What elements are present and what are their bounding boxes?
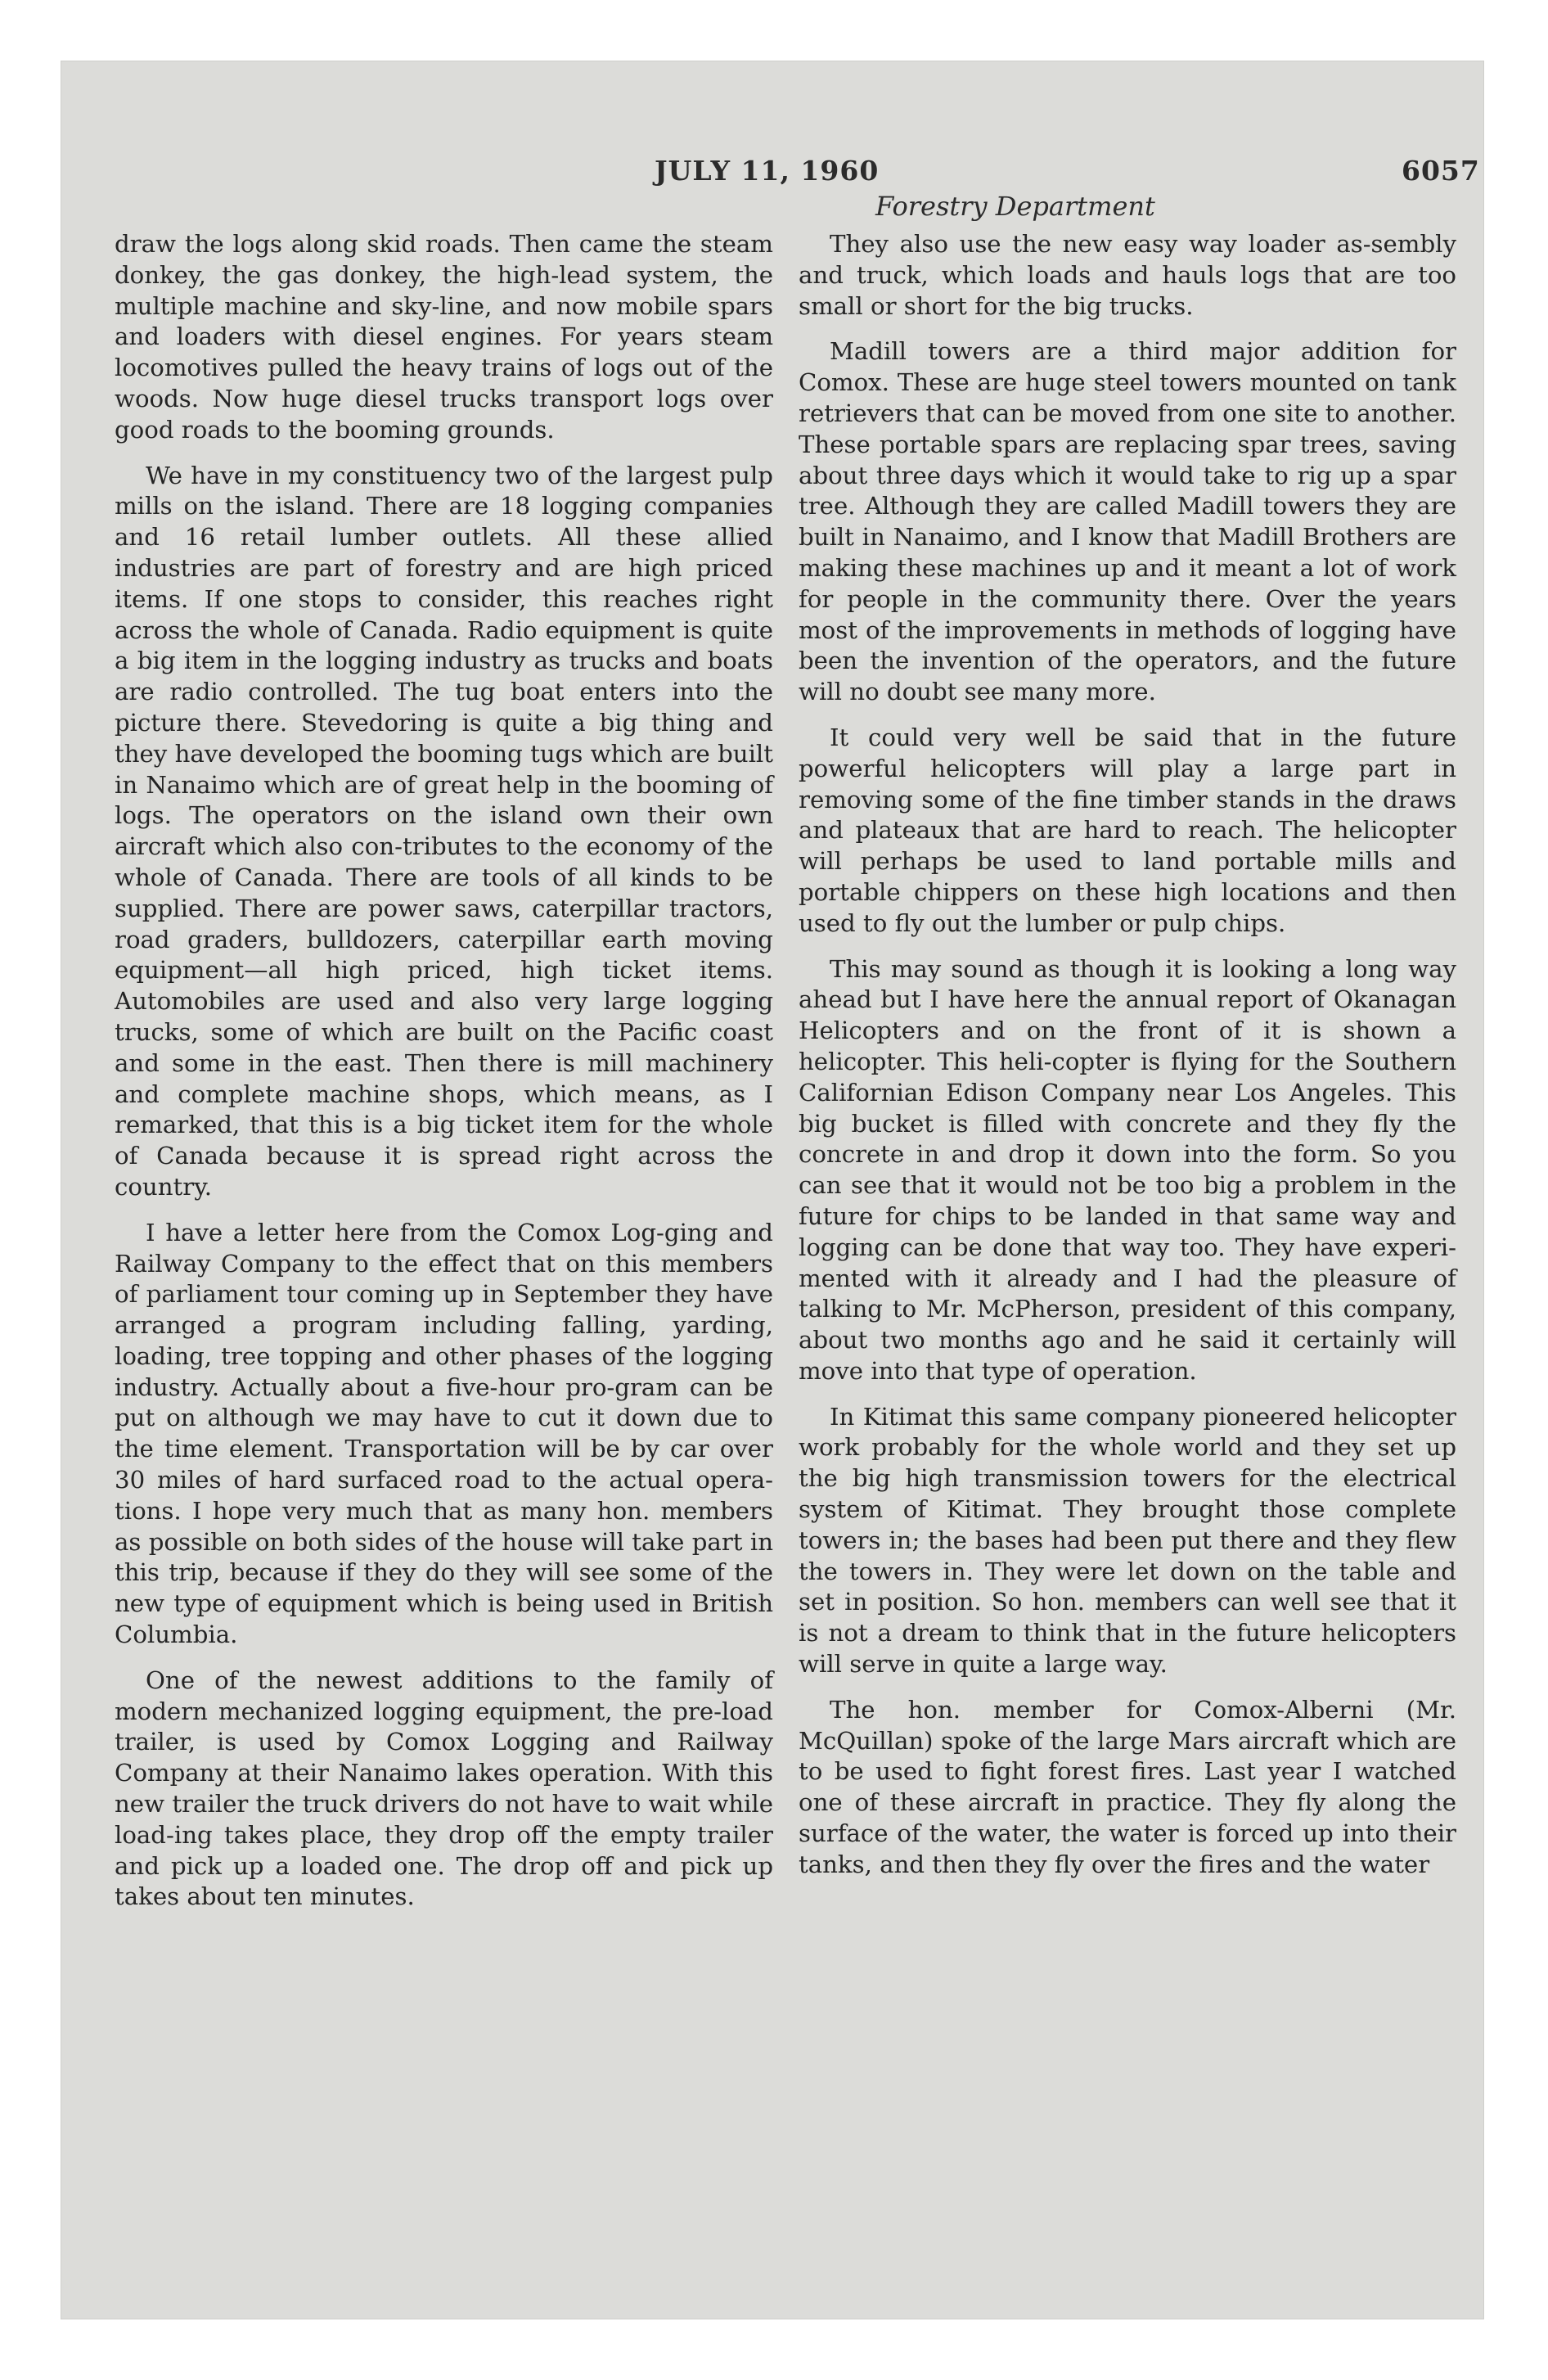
paragraph: The hon. member for Comox-Alberni (Mr. McQuillan) spoke of the large Mars aircraft which are to be used to fight forest fires. Last year I watched one of these aircraft in practice. They fly along the surface of the water, the water is forced up into their tanks, and then they fly over the fires and the water	[799, 1695, 1456, 1878]
left-column	[115, 229, 773, 1913]
paragraph: They also use the new easy way loader as-sembly and truck, which loads and hauls logs that are too small or short for the big trucks.	[799, 230, 1456, 320]
page-date: JULY 11, 1960	[655, 155, 880, 187]
page-number: 6057	[1402, 155, 1480, 187]
paragraph: In Kitimat this same company pioneered helicopter work probably for the whole world and they set up the big high transmission towers for the electrical system of Kitimat. They brought those complete towers in; the bases had been put there and they flew the towers in. They were let down on the table and set in position. So hon. members can well see that it is not a dream to think that in the future helicopters will serve in quite a large way.	[799, 1402, 1456, 1679]
section-heading: Forestry Department	[875, 191, 1155, 222]
paragraph: draw the logs along skid roads. Then came the steam donkey, the gas donkey, the high-lead system, the multiple machine and sky-line, and now mobile spars and loaders with diesel engines. For years steam locomotives pulled the heavy trains of logs out of the woods. Now huge diesel trucks transport logs over good roads to the booming grounds.	[115, 230, 773, 444]
paragraph: One of the newest additions to the family of modern mechanized logging equipment, the pre-load trailer, is used by Comox Logging and Railway Company at their Nanaimo lakes operation. With this new trailer the truck drivers do not have to wait while load-ing takes place, they drop off the empty trailer and pick up a loaded one. The drop off and pick up takes about ten minutes.	[115, 1666, 773, 1911]
paragraph: This may sound as though it is looking a long way ahead but I have here the annual report of Okanagan Helicopters and on the front of it is shown a helicopter. This heli-copter is flying for the Southern Californian Edison Company near Los Angeles. This big bucket is filled with concrete and they fly the concrete in and drop it down into the form. So you can see that it would not be too big a problem in the future for chips to be landed in that same way and logging can be done that way too. They have experi-mented with it already and I had the pleasure of talking to Mr. McPherson, president of this company, about two months ago and he said it certainly will move into that type of operation.	[799, 954, 1456, 1385]
right-column	[799, 229, 1456, 1881]
paragraph: Madill towers are a third major addition for Comox. These are huge steel towers mounted on tank retrievers that can be moved from one site to another. These portable spars are replacing spar trees, saving about three days which it would take to rig up a spar tree. Although they are called Madill towers they are built in Nanaimo, and I know that Madill Brothers are making these machines up and it meant a lot of work for people in the community there. Over the years most of the improvements in methods of logging have been the invention of the operators, and the future will no doubt see many more.	[799, 337, 1456, 706]
paragraph: We have in my constituency two of the largest pulp mills on the island. There are 18 logging companies and 16 retail lumber outlets. All these allied industries are part of forestry and are high priced items. If one stops to consider, this reaches right across the whole of Canada. Radio equipment is quite a big item in the logging industry as trucks and boats are radio controlled. The tug boat enters into the picture there. Stevedoring is quite a big thing and they have developed the booming tugs which are built in Nanaimo which are of great help in the booming of logs. The operators on the island own their own aircraft which also con-tributes to the economy of the whole of Canada. There are tools of all kinds to be supplied. There are power saws, caterpillar tractors, road graders, bulldozers, caterpillar earth moving equipment—all high priced, high ticket items. Automobiles are used and also very large logging trucks, some of which are built on the Pacific coast and some in the east. Then there is mill machinery and complete machine shops, which means, as I remarked, that this is a big ticket item for the whole of Canada because it is spread right across the country.	[115, 461, 773, 1201]
paragraph: I have a letter here from the Comox Log-ging and Railway Company to the effect that on this members of parliament tour coming up in September they have arranged a program including falling, yarding, loading, tree topping and other phases of the logging industry. Actually about a five-hour pro-gram can be put on although we may have to cut it down due to the time element. Transportation will be by car over 30 miles of hard surfaced road to the actual opera-tions. I hope very much that as many hon. members as possible on both sides of the house will take part in this trip, because if they do they will see some of the new type of equipment which is being used in British Columbia.	[115, 1218, 773, 1649]
paragraph: It could very well be said that in the future powerful helicopters will play a large part in removing some of the fine timber stands in the draws and plateaux that are hard to reach. The helicopter will perhaps be used to land portable mills and portable chippers on these high locations and then used to fly out the lumber or pulp chips.	[799, 723, 1456, 937]
